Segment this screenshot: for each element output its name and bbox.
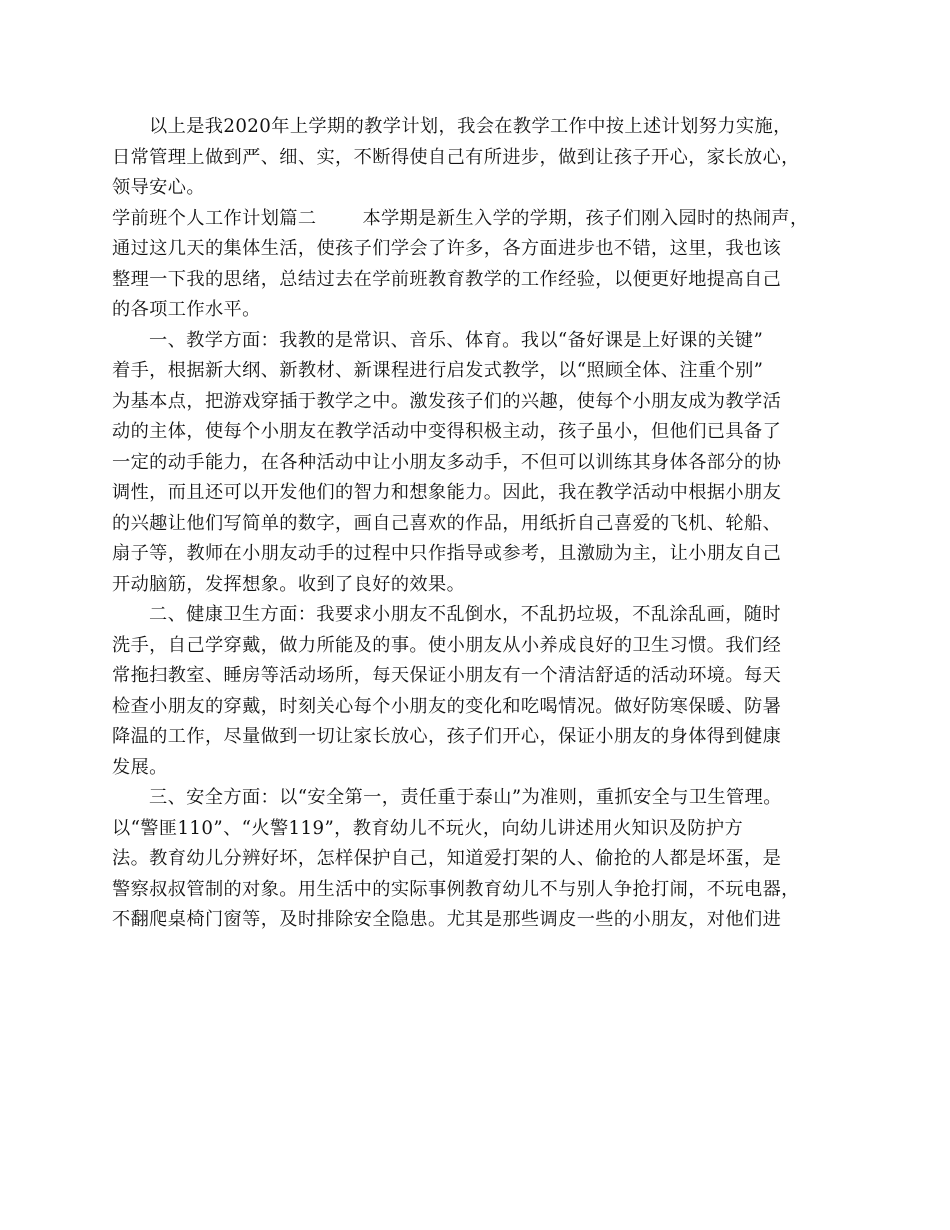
- section-heading-title: 学前班个人工作计划篇二: [112, 207, 317, 229]
- paragraph-line: 降温的工作，尽量做到一切让家长放心，孩子们开心，保证小朋友的身体得到健康: [112, 726, 782, 747]
- paragraph-line: 的各项工作水平。: [112, 299, 261, 320]
- paragraph-line: 扇子等，教师在小朋友动手的过程中只作指导或参考，且激励为主，让小朋友自己: [112, 543, 782, 564]
- section-heading-line: [112, 204, 840, 235]
- paragraph-line: 以“警匪110”、“火警119”，教育幼儿不玩火，向幼儿讲述用火知识及防护方: [112, 817, 744, 839]
- paragraph-line: 日常管理上做到严、细、实，不断得使自己有所进步，做到让孩子开心，家长放心，: [112, 146, 800, 168]
- paragraph-line: 发展。: [112, 756, 168, 778]
- paragraph-line: 一定的动手能力，在各种活动中让小朋友多动手，不但可以训练其身体各部分的协: [112, 451, 782, 473]
- paragraph-line: 一、教学方面：我教的是常识、音乐、体育。我以“备好课是上好课的关键”: [149, 329, 764, 351]
- paragraph-line: 的兴趣让他们写简单的数字，画自己喜欢的作品，用纸折自己喜爱的飞机、轮船、: [112, 512, 782, 534]
- paragraph-line: 法。教育幼儿分辨好坏，怎样保护自己，知道爱打架的人、偷抢的人都是坏蛋，是: [112, 848, 782, 869]
- paragraph-line: 开动脑筋，发挥想象。收到了良好的效果。: [112, 573, 466, 595]
- paragraph-line: 常拖扫教室、睡房等活动场所，每天保证小朋友有一个清洁舒适的活动环境。每天: [112, 665, 782, 686]
- document-body: [112, 112, 840, 936]
- paragraph-line: 二、健康卫生方面：我要求小朋友不乱倒水，不乱扔垃圾，不乱涂乱画，随时: [149, 604, 781, 625]
- paragraph-line: 洗手，自己学穿戴，做力所能及的事。使小朋友从小养成良好的卫生习惯。我们经: [112, 634, 782, 656]
- section-heading-text: 本学期是新生入学的学期，孩子们刚入园时的热闹声，: [362, 207, 809, 229]
- paragraph-line: 不翻爬桌椅门窗等，及时排除安全隐患。尤其是那些调皮一些的小朋友，对他们进: [112, 909, 782, 930]
- paragraph-line: 着手，根据新大纲、新教材、新课程进行启发式教学，以“照顾全体、注重个别”: [112, 360, 764, 381]
- paragraph-line: 三、安全方面：以“安全第一，责任重于泰山”为准则，重抓安全与卫生管理。: [149, 787, 782, 808]
- paragraph-line: 领导安心。: [112, 177, 205, 198]
- paragraph-line: 以上是我2020年上学期的教学计划，我会在教学工作中按上述计划努力实施，: [149, 116, 792, 137]
- paragraph-line: 检查小朋友的穿戴，时刻关心每个小朋友的变化和吃喝情况。做好防寒保暖、防暑: [112, 695, 782, 717]
- paragraph-line: 整理一下我的思绪，总结过去在学前班教育教学的工作经验，以便更好地提高自己: [112, 268, 782, 290]
- paragraph-line: 动的主体，使每个小朋友在教学活动中变得积极主动，孩子虽小，但他们已具备了: [112, 421, 782, 442]
- paragraph-line: 为基本点，把游戏穿插于教学之中。激发孩子们的兴趣，使每个小朋友成为教学活: [112, 390, 782, 412]
- paragraph-line: 调性，而且还可以开发他们的智力和想象能力。因此，我在教学活动中根据小朋友: [112, 482, 782, 503]
- paragraph-line: 通过这几天的集体生活，使孩子们学会了许多，各方面进步也不错，这里，我也该: [112, 238, 782, 259]
- heading-spacer: [316, 204, 362, 235]
- paragraph-line: 警察叔叔管制的对象。用生活中的实际事例教育幼儿不与别人争抢打闹，不玩电器，: [112, 878, 800, 900]
